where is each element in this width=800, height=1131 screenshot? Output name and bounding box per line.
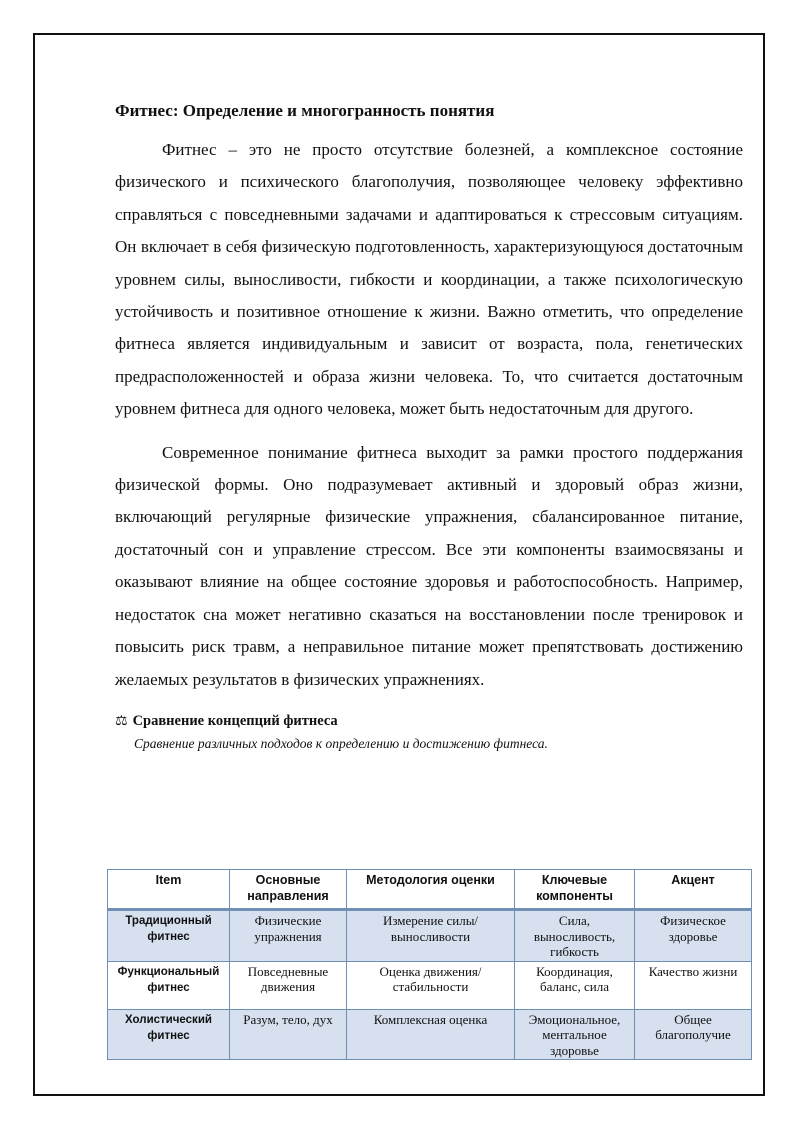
paragraph-1: Фитнес – это не просто отсутствие болезней, а комплексное состояние физического и психического благополучия, позволяющее человеку эффективно справляться с повседневными задачами и адаптироваться к стрессовым ситуациям. Он включает в себя физическую подготовленность, характеризующуюся достаточным уровнем силы, выносливости, гибкости и координации, а также психологическую устойчивость и позитивное отношение к жизни. Важно отметить, что определение фитнеса является индивидуальным и зависит от возраста, пола, генетических предрасположенностей и образа жизни человека. То, что считается достаточным уровнем фитнеса для одного человека, может быть недостаточным для другого. xyxy=(115,140,743,419)
column-header: Item xyxy=(108,870,230,910)
column-header: Ключевые компоненты xyxy=(515,870,635,910)
table-cell: Физические упражнения xyxy=(230,910,347,962)
table-row xyxy=(108,1009,752,1060)
table-cell: Комплексная оценка xyxy=(347,1009,515,1060)
table-cell: Общее благополучие xyxy=(635,1009,752,1060)
paragraph-2: Современное понимание фитнеса выходит за рамки простого поддержания физической формы. Оно подразумевает активный и здоровый образ жизни, включающий регулярные физические упражнения, сбалансированное питание, достаточный сон и управление стрессом. Все эти компоненты взаимосвязаны и оказывают влияние на общее состояние здоровья и работоспособность. Например, недостаток сна может негативно сказаться на восстановлении после тренировок и повысить риск травм, а неправильное питание может препятствовать достижению желаемых результатов в физических упражнениях. xyxy=(115,442,743,689)
table-cell: Оценка движения/стабильности xyxy=(347,961,515,1009)
balance-scale-icon: ⚖ xyxy=(115,712,128,729)
table-title xyxy=(115,711,743,731)
row-header: Холистический фитнес xyxy=(108,1009,230,1060)
row-header: Традиционный фитнес xyxy=(108,910,230,962)
table-caption: Сравнение различных подходов к определению и достижению фитнеса. xyxy=(134,735,548,751)
document-heading: Фитнес: Определение и многогранность понятия xyxy=(115,101,495,120)
comparison-table xyxy=(107,869,752,1060)
document-body xyxy=(115,98,743,759)
table-title-text: Сравнение концепций фитнеса xyxy=(132,712,338,729)
column-header: Методология оценки xyxy=(347,870,515,910)
table-cell: Эмоциональное, ментальное здоровье xyxy=(515,1009,635,1060)
table-cell: Координация, баланс, сила xyxy=(515,961,635,1009)
table-cell: Качество жизни xyxy=(635,961,752,1009)
table-cell: Сила, выносливость, гибкость xyxy=(515,910,635,962)
table-cell: Измерение силы/выносливости xyxy=(347,910,515,962)
table-row xyxy=(108,961,752,1009)
table-header-row xyxy=(108,870,752,910)
table-cell: Физическое здоровье xyxy=(635,910,752,962)
table-cell: Повседневные движения xyxy=(230,961,347,1009)
table-cell: Разум, тело, дух xyxy=(230,1009,347,1060)
column-header: Основные направления xyxy=(230,870,347,910)
table-row xyxy=(108,910,752,962)
row-header: Функциональный фитнес xyxy=(108,961,230,1009)
column-header: Акцент xyxy=(635,870,752,910)
